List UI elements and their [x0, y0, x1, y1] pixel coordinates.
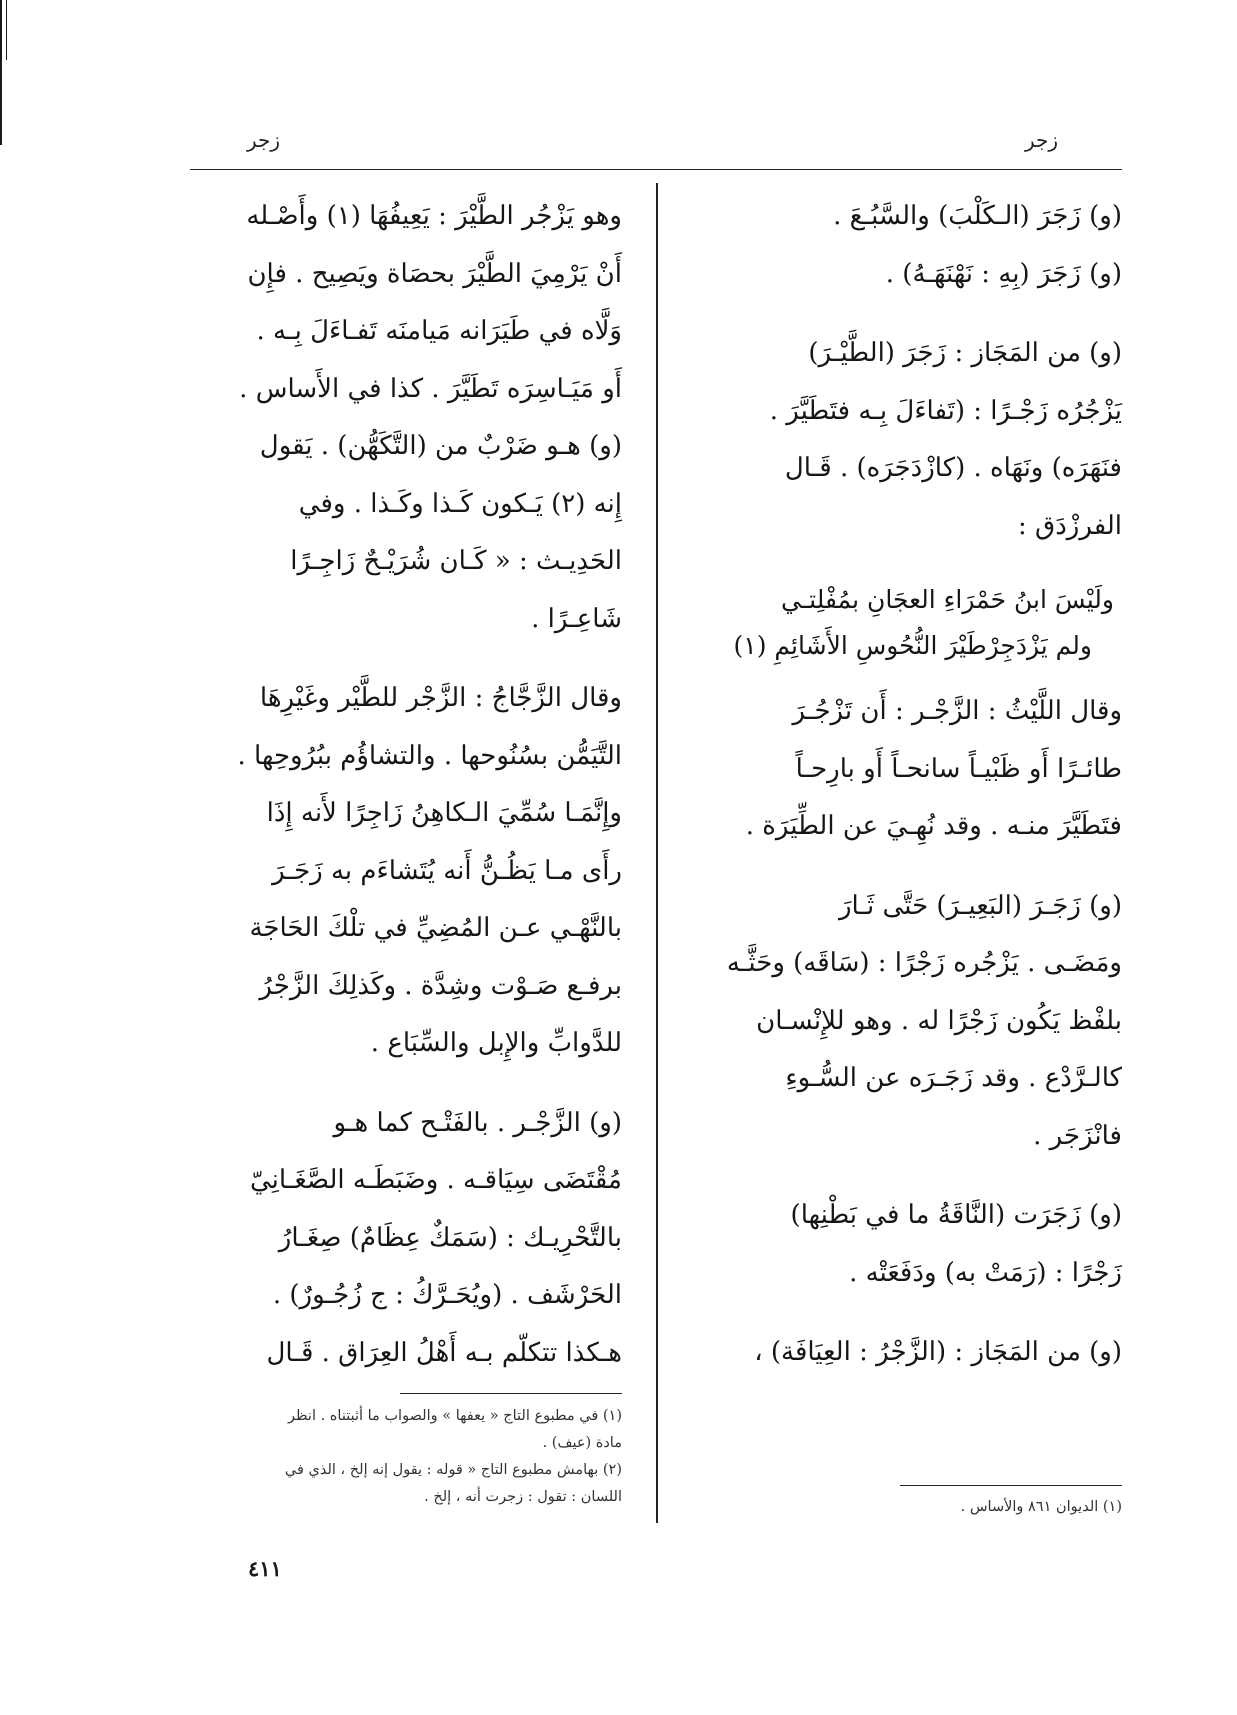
- scan-edge-mark: [0, 0, 2, 145]
- left-column: [190, 188, 622, 1404]
- text-line: فانْزَجَر .: [1033, 1120, 1122, 1151]
- text-line: وَلَّاه في طَيَرَانه مَيامنَه تَفـاءَلَ بِـه .: [256, 316, 622, 346]
- text-line: بلفْظ يَكُون زَجْرًا له . وهو للإِنْسـان: [756, 1005, 1122, 1036]
- text-line: وإِنَّمَـا سُمِّيَ الـكاهِنُ زَاجِرًا لأَنه إِذَا: [266, 798, 622, 828]
- text-line: إِنه (٢) يَـكون كَـذا وكَـذا . وفي: [298, 488, 622, 519]
- text-line: فنَهَرَه) ونَهَاه . (كازْدَجَرَه) . قَـال: [784, 453, 1122, 483]
- text-line: يَزْجُرُه زَجْـرًا : (تَفاءَلَ بِـه فتَطَيَّرَ .: [769, 395, 1122, 426]
- paragraph: [690, 188, 1122, 303]
- text-line: وقال الزَّجَّاجُ : الزَّجْر للطَّيْر وغَيْرِهَا: [259, 683, 622, 713]
- footnotes-right: [690, 1494, 1122, 1521]
- footnote-line: اللسان : تقول : زجرت أنه ، إلخ .: [424, 1489, 622, 1505]
- text-line: بالنَّهْـي عـن المُضِيِّ في تلْكَ الحَاجَة: [249, 913, 622, 943]
- page-number: ٤١١: [248, 1556, 282, 1581]
- footnote-line: (٢) بهامش مطبوع التاج « قوله : يقول إنه إلخ ، الذي في: [284, 1462, 622, 1478]
- text-line: الحَدِيـث : « كَـان شُرَيْـحٌ زَاجِـرًا: [290, 546, 622, 576]
- scan-edge-mark-secondary: [6, 0, 7, 60]
- verse-hemistich-1: ولَيْسَ ابنُ حَمْرَاءِ العجَانِ بمُفْلِتـي: [780, 585, 1114, 614]
- text-line: (و) الزَّجْـر . بالفَتْـح كما هـو: [333, 1107, 622, 1138]
- footnote-line: (١) في مطبوع التاج « يعفها » والصواب ما أثبتناه . انظر: [288, 1408, 622, 1424]
- poetry-verse: [690, 577, 1122, 669]
- header-rule: [190, 169, 1122, 170]
- text-line: (و) زَجَرَت (النَّاقَةُ ما في بَطْنِها): [790, 1200, 1122, 1230]
- paragraph: [190, 670, 622, 1073]
- paragraph: [190, 1095, 622, 1383]
- text-line: فتَطَيَّرَ منـه . وقد نُهِـيَ عن الطِّيَرَة .: [745, 811, 1122, 841]
- footnote-line: مادة (عيف) .: [542, 1435, 622, 1451]
- text-line: (و) زَجَرَ (بِهِ : نَهْنَهَـهُ) .: [885, 258, 1122, 289]
- text-line: وقال اللَّيْثُ : الزَّجْـر : أَن تَزْجُـرَ: [792, 696, 1122, 726]
- text-line: شَاعِـرًا .: [531, 603, 622, 634]
- right-column: [690, 188, 1122, 1404]
- footnotes-left: [190, 1403, 622, 1511]
- verse-hemistich-2: ولم يَزْدَجِرْطَيْرَ النُّحُوسِ الأَشَائِمِ (١): [733, 631, 1092, 660]
- running-header-left: زجر: [247, 128, 281, 152]
- text-line: (و) هـو ضَرْبٌ من (التَّكَهُّن) . يَقول: [259, 431, 622, 461]
- paragraph: [190, 188, 622, 648]
- text-line: الفرزْدَق :: [1018, 510, 1122, 541]
- text-line: أَو مَيَـاسِرَه تَطَيَّرَ . كذا في الأَساس .: [239, 373, 622, 404]
- text-line: كالـرَّدْع . وقد زَجَـرَه عن السُّـوءِ: [785, 1063, 1122, 1093]
- text-line: هـكذا تتكلّم بـه أَهْلُ العِرَاق . قَـال: [266, 1337, 622, 1368]
- text-line: أَنْ يَرْمِيَ الطَّيْرَ بحصَاة ويَصِيح . فإِن: [247, 258, 622, 289]
- text-line: برفـع صَـوْت وشِدَّة . وكَذلِكَ الزَّجْرُ: [259, 970, 622, 1001]
- column-divider: [656, 183, 658, 1523]
- paragraph: [690, 878, 1122, 1166]
- text-line: وهو يَزْجُر الطَّيْرَ : يَعِيفُهَا (١) وأَصْـله: [246, 201, 622, 231]
- footnote-rule-left: [400, 1393, 622, 1394]
- text-line: (و) زَجَرَ (الـكَلْبَ) والسَّبُـعَ .: [833, 201, 1122, 231]
- text-line: (و) من المَجَاز : (الزَّجْرُ : العِيَافَة) ،: [754, 1337, 1122, 1367]
- text-line: طائـرًا أَو ظَبْيـاً سانحـاً أَو بارِحـاً: [795, 753, 1122, 784]
- text-line: ومَضَـى . يَزْجُره زَجْرًا : (سَاقَه) وحَثَّـه: [726, 948, 1122, 978]
- text-line: (و) من المَجَاز : زَجَرَ (الطَّيْـرَ): [808, 338, 1122, 368]
- text-line: زَجْرًا : (رَمَتْ به) ودَفَعَتْه .: [849, 1257, 1122, 1288]
- text-line: مُقْتَضَى سِيَاقـه . وضَبَطَـه الصَّغَـانِيّ: [249, 1165, 622, 1195]
- text-line: بالتَّحْرِيـك : (سَمَكٌ عِظَامٌ) صِغَـارُ: [278, 1222, 622, 1253]
- footnote-rule-right: [900, 1485, 1122, 1486]
- paragraph: [690, 683, 1122, 856]
- text-line: الحَرْشَف . (ويُحَـرَّكُ : ج زُجُـورٌ) .: [272, 1280, 622, 1310]
- paragraph: [690, 1324, 1122, 1382]
- text-line: للدَّوابِّ والإِبل والسِّبَاع .: [370, 1028, 622, 1058]
- running-header-right: زجر: [1025, 128, 1059, 152]
- text-line: رأَى مـا يَظُـنُّ أَنه يُتَشاءَم به زَجَـرَ: [272, 855, 622, 886]
- text-line: (و) زَجَـرَ (البَعِيـرَ) حَتَّى ثَـارَ: [838, 890, 1122, 921]
- text-line: التَّيَمُّن بسُنُوحها . والتشاؤُم ببُرُوحِها .: [237, 740, 622, 771]
- paragraph: [690, 1187, 1122, 1302]
- footnote-line: (١) الديوان ٨٦١ والأساس .: [960, 1499, 1122, 1515]
- paragraph: [690, 325, 1122, 555]
